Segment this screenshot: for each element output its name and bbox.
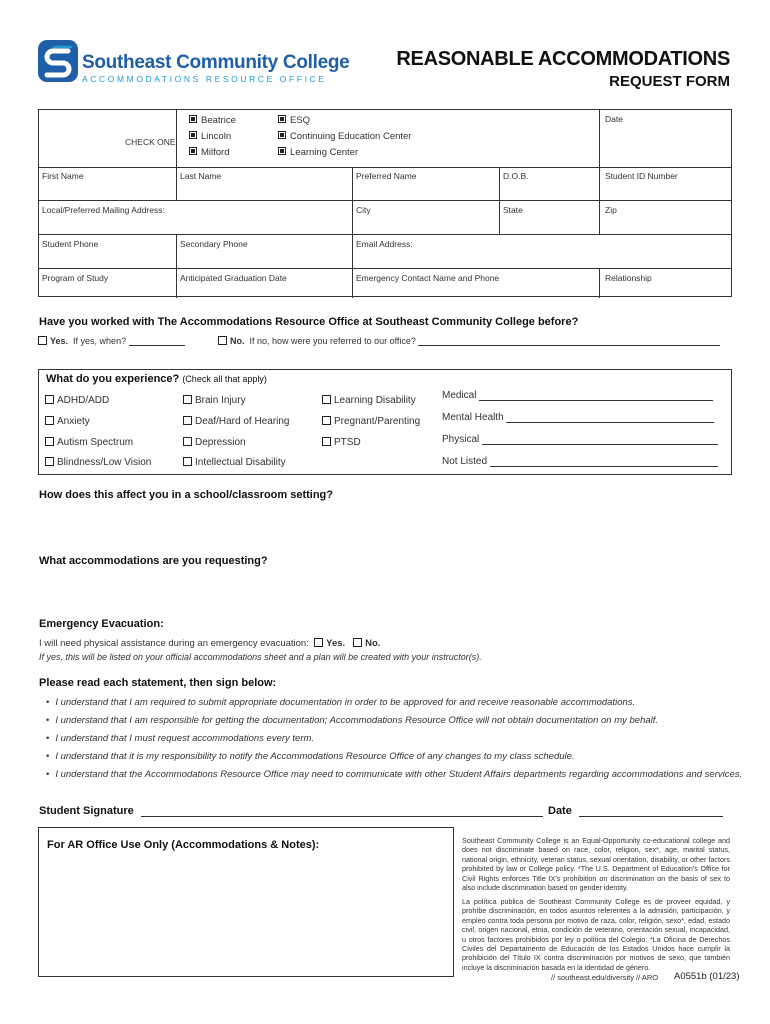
- dob-field[interactable]: D.O.B.: [503, 171, 529, 181]
- statement-item: • I understand that it is my responsibility to notify the Accommodations Resource Office of any changes to my class schedule.: [46, 751, 575, 762]
- statements-heading: Please read each statement, then sign below:: [39, 677, 277, 689]
- experience-depression[interactable]: Depression: [183, 437, 246, 448]
- experience-medical[interactable]: Medical: [442, 390, 713, 401]
- checkbox-icon[interactable]: [189, 131, 197, 139]
- relationship-field[interactable]: Relationship: [605, 273, 652, 283]
- student-info-grid: [38, 109, 732, 297]
- student-phone-field[interactable]: Student Phone: [42, 239, 99, 249]
- checkbox-icon[interactable]: [183, 416, 192, 425]
- checkbox-icon[interactable]: [183, 395, 192, 404]
- checkbox-icon[interactable]: [353, 638, 362, 647]
- preferred-name-field[interactable]: Preferred Name: [356, 171, 417, 181]
- evacuation-heading: Emergency Evacuation:: [39, 618, 164, 630]
- experience-physical[interactable]: Physical: [442, 434, 718, 445]
- campus-option-milford[interactable]: Milford: [189, 147, 230, 158]
- requesting-question: What accommodations are you requesting?: [39, 555, 268, 567]
- experience-not-listed[interactable]: Not Listed: [442, 456, 718, 467]
- signature-row[interactable]: Student Signature: [39, 805, 543, 817]
- worked-with-no[interactable]: No. If no, how were you referred to our office?: [218, 336, 720, 346]
- checkbox-icon[interactable]: [322, 416, 331, 425]
- checkbox-icon[interactable]: [278, 147, 286, 155]
- experience-adhd[interactable]: ADHD/ADD: [45, 395, 109, 406]
- experience-pregnant[interactable]: Pregnant/Parenting: [322, 416, 420, 427]
- diversity-link[interactable]: // southeast.edu/diversity // ARO: [551, 973, 659, 982]
- statement-item: • I understand that I am responsible for getting the documentation; Accommodations Resource Office will not obtain documentation on my behalf.: [46, 715, 659, 726]
- checkbox-icon[interactable]: [45, 457, 54, 466]
- form-title: REASONABLE ACCOMMODATIONS: [396, 48, 730, 70]
- city-field[interactable]: City: [356, 205, 371, 215]
- checkbox-icon[interactable]: [314, 638, 323, 647]
- form-number: A0551b (01/23): [674, 971, 740, 982]
- college-logo-mark: [38, 40, 78, 82]
- email-field[interactable]: Email Address:: [356, 239, 413, 249]
- secondary-phone-field[interactable]: Secondary Phone: [180, 239, 248, 249]
- experience-ptsd[interactable]: PTSD: [322, 437, 361, 448]
- statement-item: • I understand that I must request accommodations every term.: [46, 733, 315, 744]
- college-name: Southeast Community College: [82, 52, 350, 73]
- checkbox-icon[interactable]: [189, 147, 197, 155]
- office-name: ACCOMMODATIONS RESOURCE OFFICE: [82, 74, 327, 84]
- first-name-field[interactable]: First Name: [42, 171, 84, 181]
- mailing-address-field[interactable]: Local/Preferred Mailing Address:: [42, 205, 165, 215]
- graduation-date-field[interactable]: Anticipated Graduation Date: [180, 273, 287, 283]
- statement-item: • I understand that the Accommodations Resource Office may need to communicate with other Student Affairs departments regarding accommodations and services.: [46, 769, 743, 780]
- checkbox-icon[interactable]: [38, 336, 47, 345]
- experience-box: [38, 369, 732, 475]
- check-one-label: CHECK ONE:: [125, 137, 178, 147]
- experience-anxiety[interactable]: Anxiety: [45, 416, 90, 427]
- experience-autism[interactable]: Autism Spectrum: [45, 437, 133, 448]
- checkbox-icon[interactable]: [45, 437, 54, 446]
- checkbox-icon[interactable]: [322, 395, 331, 404]
- checkbox-icon[interactable]: [45, 416, 54, 425]
- checkbox-icon[interactable]: [183, 437, 192, 446]
- campus-option-esq[interactable]: ESQ: [278, 115, 310, 126]
- signature-date[interactable]: Date: [548, 805, 723, 817]
- experience-blindness[interactable]: Blindness/Low Vision: [45, 457, 151, 468]
- zip-field[interactable]: Zip: [605, 205, 617, 215]
- checkbox-icon[interactable]: [183, 457, 192, 466]
- office-use-box[interactable]: [38, 827, 454, 977]
- checkbox-icon[interactable]: [218, 336, 227, 345]
- experience-intellectual[interactable]: Intellectual Disability: [183, 457, 286, 468]
- evacuation-note: If yes, this will be listed on your official accommodations sheet and a plan will be created with your instructor(s).: [39, 652, 482, 662]
- experience-learning-disability[interactable]: Learning Disability: [322, 395, 416, 406]
- checkbox-icon[interactable]: [189, 115, 197, 123]
- campus-option-beatrice[interactable]: Beatrice: [189, 115, 236, 126]
- experience-mental-health[interactable]: Mental Health: [442, 412, 714, 423]
- state-field[interactable]: State: [503, 205, 523, 215]
- affect-question: How does this affect you in a school/classroom setting?: [39, 489, 333, 501]
- evacuation-no[interactable]: No.: [353, 638, 380, 649]
- evacuation-yes[interactable]: Yes.: [314, 638, 345, 649]
- office-use-label: For AR Office Use Only (Accommodations & Notes):: [47, 839, 320, 851]
- experience-brain-injury[interactable]: Brain Injury: [183, 395, 246, 406]
- last-name-field[interactable]: Last Name: [180, 171, 222, 181]
- student-id-field[interactable]: Student ID Number: [605, 171, 678, 181]
- nondiscrimination-english: Southeast Community College is an Equal-Opportunity co-educational college and does not discriminate based on race, color, religion, sex*, age, marital status, national origin, ethnicity, veteran status, sexual orientation, disability, or other factors prohibited by law or College policy. *The U.S. Department of Education's Office for Civil Rights enforces Title IX's prohibition on discrimination on the basis of sex to also include discrimination based on gender identity.: [462, 836, 730, 893]
- statement-item: • I understand that I am required to submit appropriate documentation in order to be approved for and receive reasonable accommodations.: [46, 697, 636, 708]
- form-subtitle: REQUEST FORM: [609, 73, 730, 90]
- campus-option-lincoln[interactable]: Lincoln: [189, 131, 231, 142]
- emergency-contact-field[interactable]: Emergency Contact Name and Phone: [356, 273, 500, 283]
- checkbox-icon[interactable]: [322, 437, 331, 446]
- checkbox-icon[interactable]: [278, 131, 286, 139]
- campus-option-learning-center[interactable]: Learning Center: [278, 147, 358, 158]
- checkbox-icon[interactable]: [45, 395, 54, 404]
- worked-with-question: Have you worked with The Accommodations Resource Office at Southeast Community College before?: [39, 316, 579, 328]
- date-field[interactable]: Date: [605, 114, 623, 124]
- checkbox-icon[interactable]: [278, 115, 286, 123]
- nondiscrimination-spanish: La política publica de Southeast Community College es de proveer equidad, y prohíbe discriminación, en todos asuntos referentes a la admisión, participación, y empleo contra toda persona por motivo de raza, color, religión, sexo*, edad, estado civil, origen nacional, etnia, condición de veterano, orientación sexual, incapacidad, u otros factores prohibidos por ley o política del Colegio. *La Oficina de Derechos Civiles del Departamento de Educación de los Estados Unidos hace cumplir la prohibición del Título IX contra discriminación por motivos de sexo, que también incluye la discriminación basada en la identidad de género.: [462, 897, 730, 972]
- evacuation-question: I will need physical assistance during an emergency evacuation: Yes. No.: [39, 638, 381, 649]
- campus-option-continuing-ed[interactable]: Continuing Education Center: [278, 131, 411, 142]
- experience-deaf[interactable]: Deaf/Hard of Hearing: [183, 416, 290, 427]
- program-field[interactable]: Program of Study: [42, 273, 109, 283]
- worked-with-yes[interactable]: Yes. If yes, when?: [38, 336, 185, 346]
- experience-heading: What do you experience? (Check all that apply): [46, 373, 267, 385]
